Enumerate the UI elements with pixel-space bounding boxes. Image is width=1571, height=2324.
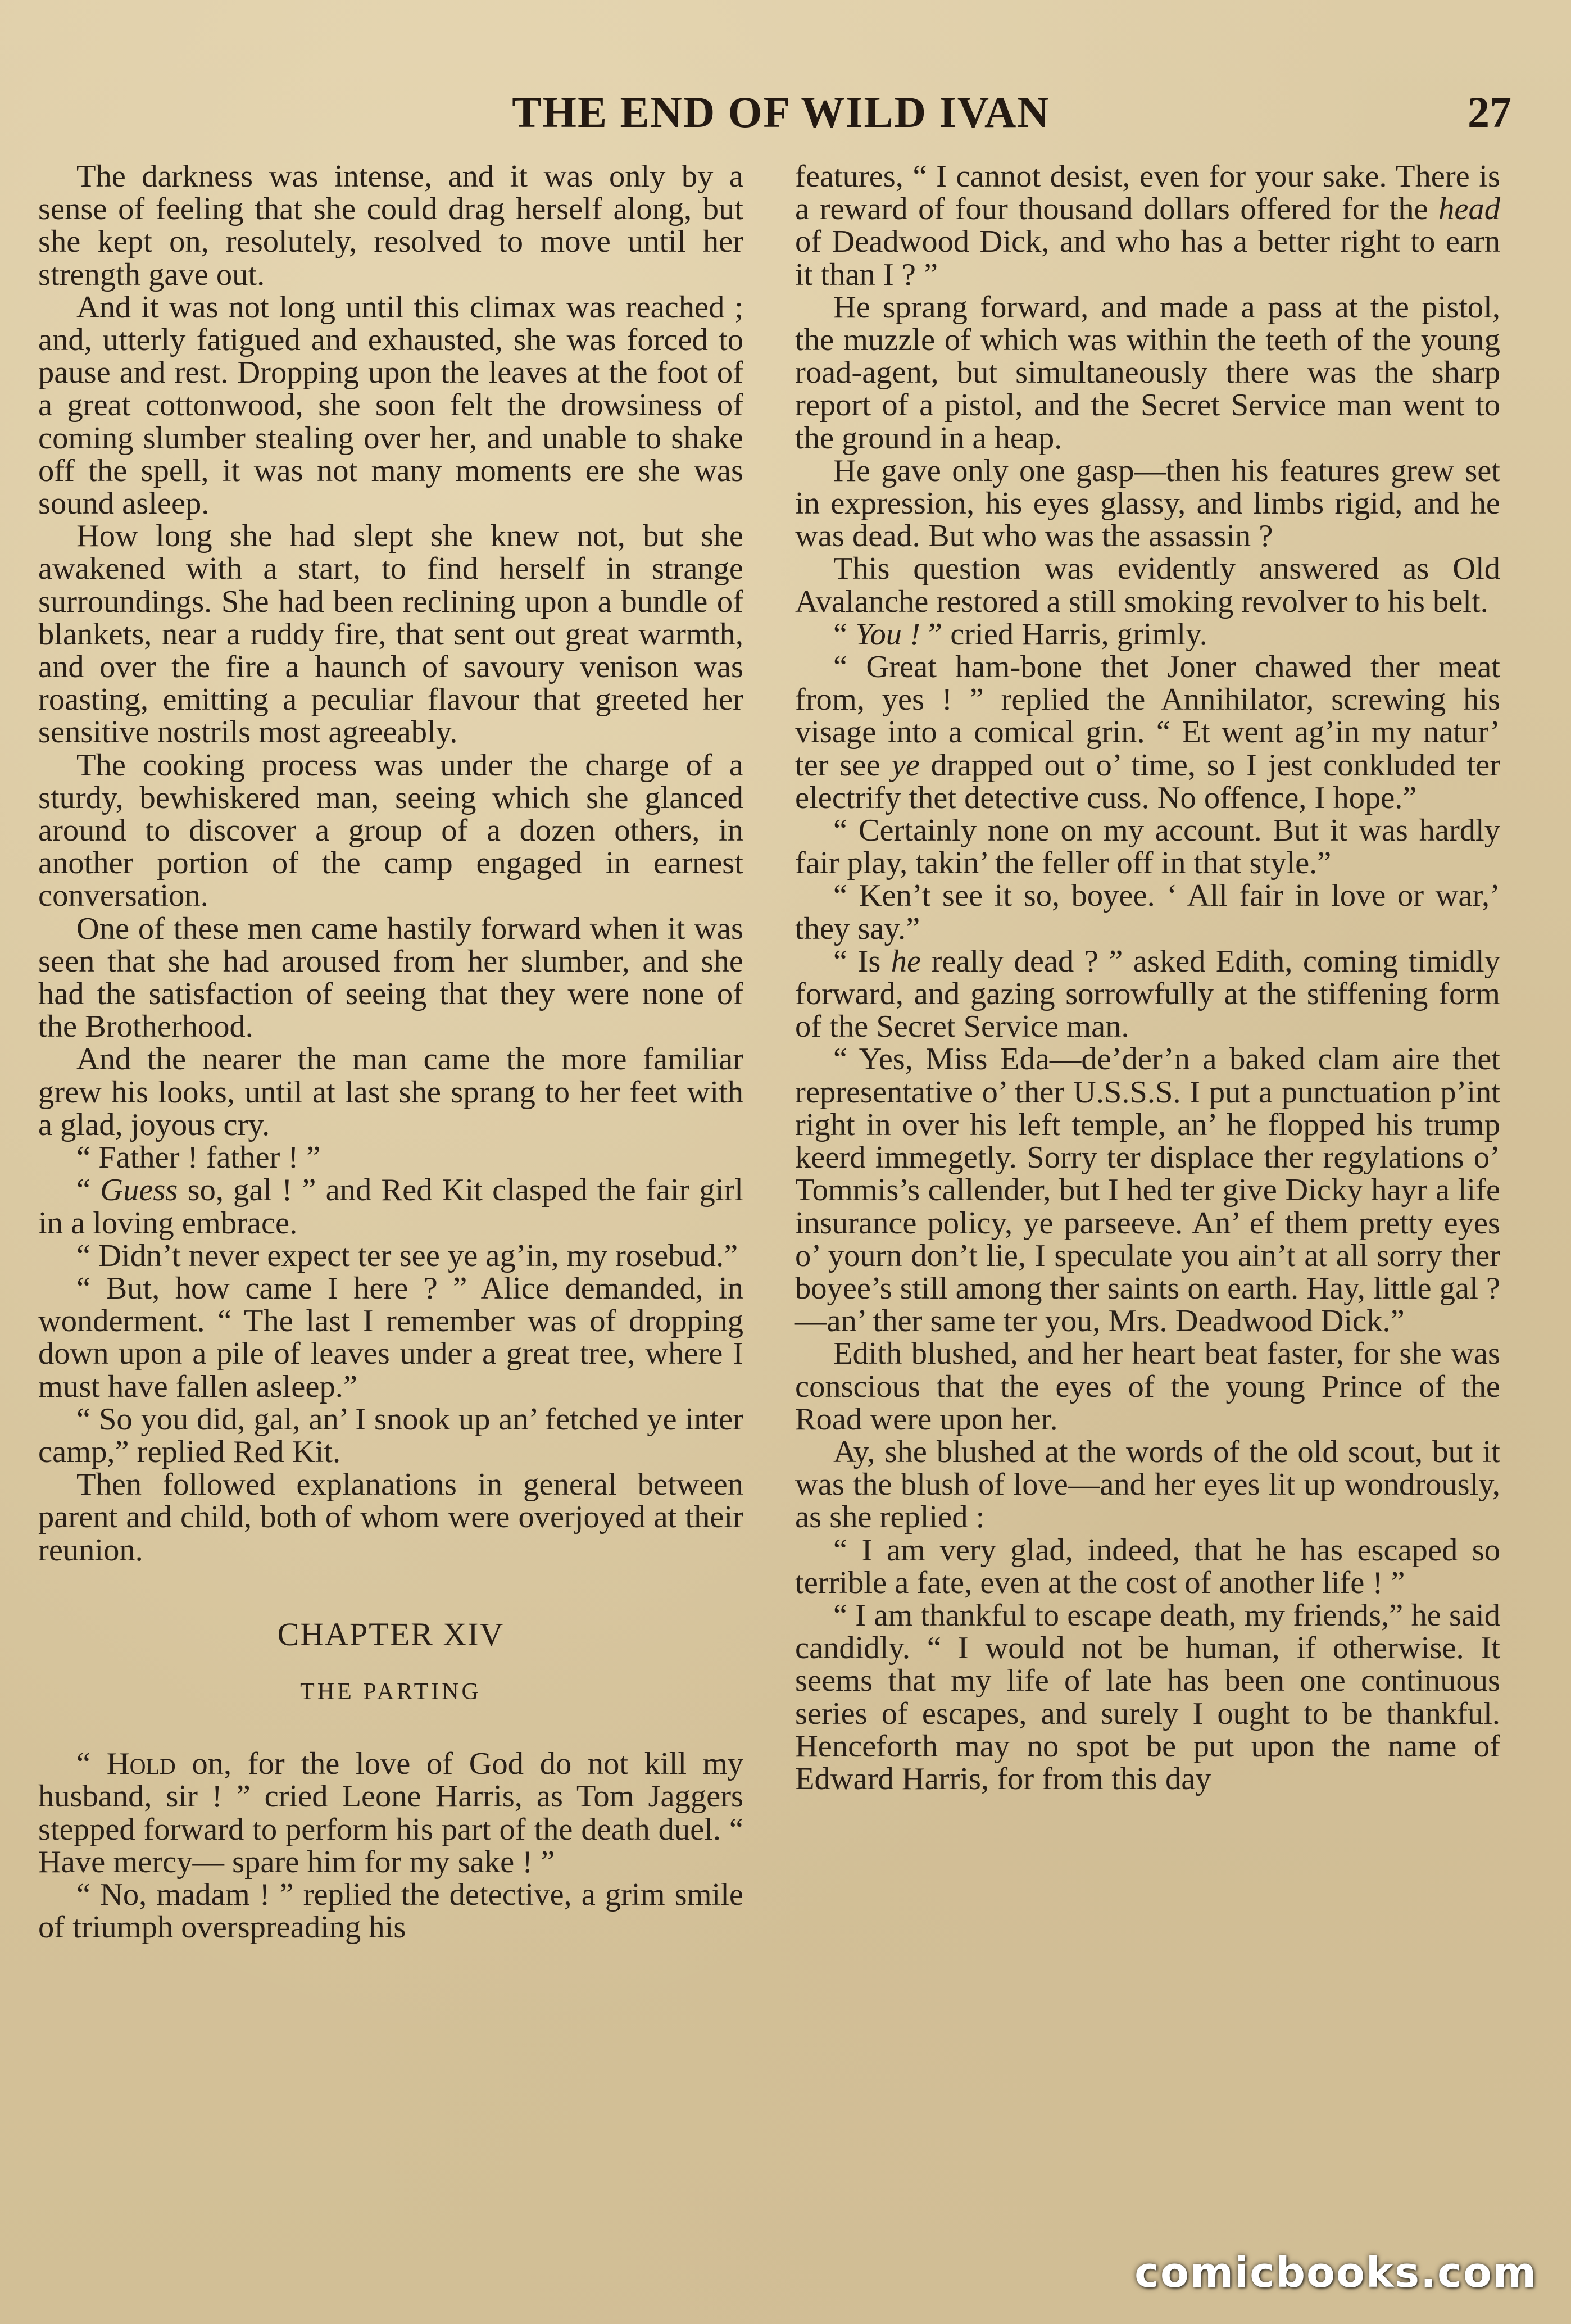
paragraph: “ So you did, gal, an’ I snook up an’ fetched ye inter camp,” replied Red Kit. — [38, 1401, 743, 1469]
paragraph-text: “ Is — [833, 943, 891, 979]
section-heading: THE PARTING — [300, 1678, 482, 1705]
paragraph: “ Didn’t never expect ter see ye ag’in, my rosebud.” — [76, 1238, 738, 1273]
paragraph — [795, 945, 1500, 1043]
paragraph: “ I am thankful to escape death, my friends,” he said candidly. “ I would not be human, if otherwise. It seems that my life of late has been one continuous series of escapes, and surely I ought to be thankful. Henceforth may no spot be put upon the name of Edward Harris, for from this day — [795, 1597, 1500, 1796]
paragraph: “ Ken’t see it so, boyee. ‘ All fair in love or war,’ they say.” — [795, 878, 1500, 946]
chapter-heading: CHAPTER XIV — [277, 1615, 505, 1653]
paragraph-text: of Deadwood Dick, and who has a better right to earn it than I ? ” — [795, 224, 1500, 292]
paragraph: How long she had slept she knew not, but she awakened with a start, to find herself in strange surroundings. She had been reclining upon a bundle of blankets, near a ruddy fire, that sent out great warmth, and over the fire a haunch of savoury venison was roasting, emitting a peculiar flavour that greeted her sensitive nostrils most agreeably. — [38, 519, 743, 750]
paragraph: “ Yes, Miss Eda—de’der’n a baked clam aire thet representative o’ ther U.S.S.S. I put a punctuation p’int right in over his left temple, an’ he flopped his trump keerd immegetly. Sorry ter displace ther regylations o’ Tommis’s callender, but I hed ter give Dicky hayr a life insurance policy, ye parseeve. An’ ef them pretty eyes o’ yourn don’t lie, I speculate you ain’t at all sorry ther boyee’s still among ther saints on earth. Hay, little gal ?—an’ ther same ter you, Mrs. Deadwood Dick.” — [795, 1042, 1500, 1339]
paragraph: The cooking process was under the charge of a sturdy, bewhiskered man, seeing which she glanced around to discover a group of a dozen others, in another portion of the camp engaged in earnest conversation. — [38, 747, 743, 914]
paragraph: The darkness was intense, and it was only by a sense of feeling that she could drag herself along, but she kept on, resolutely, resolved to move until her strength gave out. — [38, 159, 743, 292]
paragraph: “ But, how came I here ? ” Alice demanded, in wonderment. “ The last I remember was of dropping down upon a pile of leaves under a great tree, where I must have fallen asleep.” — [38, 1270, 743, 1404]
paragraph: He sprang forward, and made a pass at the pistol, the muzzle of which was within the teeth of the young road-agent, but simultaneously there was the sharp report of a pistol, and the Secret Service man went to the ground in a heap. — [795, 289, 1500, 456]
paragraph: Edith blushed, and her heart beat faster, for she was conscious that the eyes of the young Prince of the Road were upon her. — [795, 1336, 1500, 1437]
paragraph-text: features, “ I cannot desist, even for your sake. There is a reward of four thousand dollars offered for the — [795, 159, 1500, 227]
small-caps-opening: Hold — [106, 1746, 176, 1782]
paragraph — [795, 651, 1500, 814]
paragraph: And the nearer the man came the more familiar grew his looks, until at last she sprang to her feet with a glad, joyous cry. — [38, 1042, 743, 1142]
paragraph: He gave only one gasp—then his features grew set in expression, his eyes glassy, and limbs rigid, and he was dead. But who was the assassin ? — [795, 453, 1500, 554]
emphasis-ye: ye — [891, 747, 920, 783]
paragraph: This question was evidently answered as Old Avalanche restored a still smoking revolver to his belt. — [795, 551, 1500, 619]
page-number: 27 — [1468, 88, 1511, 137]
paragraph: And it was not long until this climax was reached ; and, utterly fatigued and exhausted, she was forced to pause and rest. Dropping upon the leaves at the foot of a great cottonwood, she soon felt the drowsiness of coming slumber stealing over her, and unable to shake off the spell, it was not many moments ere she was sound asleep. — [38, 289, 743, 521]
paragraph-text: so, gal ! ” and Red Kit clasped the fair girl in a loving embrace. — [38, 1173, 743, 1241]
paragraph — [795, 160, 1500, 291]
running-title: THE END OF WILD IVAN — [512, 88, 1050, 137]
paragraph-text: really dead ? ” asked Edith, coming timidly forward, and gazing sorrowfully at the stiffening form of the Secret Service man. — [795, 943, 1500, 1045]
emphasis-he: he — [891, 943, 921, 979]
right-column — [795, 160, 1500, 1795]
paragraph — [38, 1747, 743, 1878]
paragraph — [38, 1174, 743, 1239]
paragraph: “ Certainly none on my account. But it was hardly fair play, takin’ the feller off in that style.” — [795, 813, 1500, 881]
watermark: comicbooks.com — [1134, 2249, 1537, 2297]
emphasis-guess: Guess — [100, 1173, 178, 1208]
emphasis-you: You ! — [855, 616, 920, 652]
paragraph-text: on, for the love of God do not kill my husband, sir ! ” cried Leone Harris, as Tom Jaggers stepped forward to perform his part of the death duel. “ Have mercy— spare him for my sake ! ” — [38, 1746, 743, 1880]
paragraph: “ Father ! father ! ” — [76, 1140, 321, 1175]
emphasis-head: head — [1438, 192, 1500, 227]
open-quote: “ — [76, 1173, 101, 1208]
paragraph: Then followed explanations in general between parent and child, both of whom were overjoyed at their reunion. — [38, 1467, 743, 1568]
paragraph: Ay, she blushed at the words of the old scout, but it was the blush of love—and her eyes lit up wondrously, as she replied : — [795, 1434, 1500, 1535]
open-quote: “ — [833, 616, 856, 652]
page-header — [34, 84, 1528, 146]
paragraph — [795, 618, 1500, 651]
paragraph: One of these men came hastily forward when it was seen that she had aroused from her slumber, and she had the satisfaction of seeing that they were none of the Brotherhood. — [38, 911, 743, 1045]
left-column — [38, 160, 743, 1944]
paragraph: “ No, madam ! ” replied the detective, a grim smile of triumph overspreading his — [38, 1877, 743, 1945]
paragraph-text: “ Great ham-bone thet Joner chawed ther meat from, yes ! ” replied the Annihilator, screwing his visage into a comical grin. “ Et went ag’in my natur’ ter see — [795, 650, 1500, 783]
open-quote: “ — [76, 1746, 107, 1782]
paragraph-text: ” cried Harris, grimly. — [920, 616, 1207, 652]
paragraph: “ I am very glad, indeed, that he has escaped so terrible a fate, even at the cost of another life ! ” — [795, 1532, 1500, 1600]
paragraph-text: drapped out o’ time, so I jest conkluded ter electrify thet detective cuss. No offence, I hope.” — [795, 747, 1500, 815]
